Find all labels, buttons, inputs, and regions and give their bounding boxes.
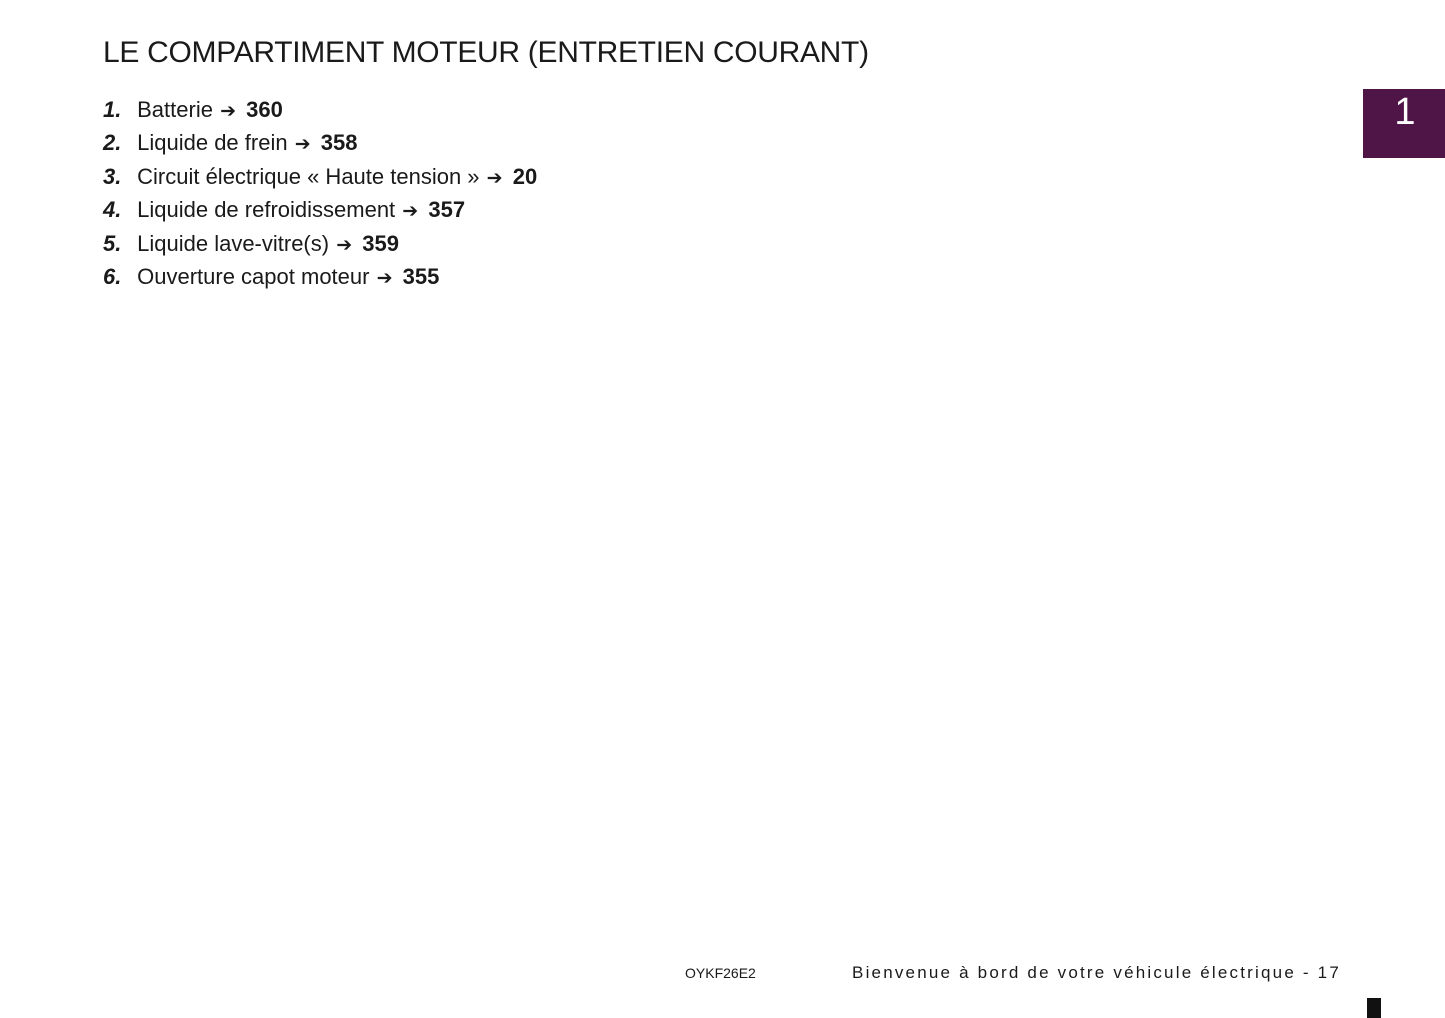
arrow-right-icon: ➔ [336, 233, 353, 256]
page-reference: 360 [246, 97, 283, 122]
arrow-right-icon: ➔ [376, 266, 393, 289]
page-reference: 357 [428, 197, 466, 223]
list-item [103, 126, 537, 159]
arrow-right-icon: ➔ [294, 133, 311, 156]
footer-page-label: Bienvenue à bord de votre véhicule électrique - 17 [852, 963, 1341, 982]
item-number: 2. [103, 130, 122, 156]
item-number: 5. [103, 230, 122, 256]
item-number: 4. [103, 197, 122, 223]
list-item [103, 227, 537, 260]
item-number: 6. [103, 263, 122, 289]
page-title: LE COMPARTIMENT MOTEUR (ENTRETIEN COURANT) [103, 36, 869, 69]
item-label: Batterie [137, 97, 213, 122]
arrow-right-icon: ➔ [402, 200, 419, 223]
item-number: 1. [103, 97, 122, 122]
item-label: Liquide de frein [137, 130, 288, 156]
arrow-right-icon: ➔ [220, 100, 236, 122]
list-item [103, 193, 537, 226]
item-label: Circuit électrique « Haute tension » [137, 163, 480, 189]
page-reference: 20 [512, 163, 538, 189]
page-reference: 355 [402, 263, 440, 289]
arrow-right-icon: ➔ [486, 166, 503, 189]
list-item [103, 160, 537, 193]
item-label: Liquide de refroidissement [137, 197, 396, 223]
list-item [103, 93, 537, 126]
chapter-tab: 1 [1363, 89, 1445, 158]
page-edge-marker [1367, 998, 1381, 1018]
reference-list [103, 93, 537, 293]
item-number: 3. [103, 163, 122, 189]
list-item [103, 260, 537, 293]
item-label: Ouverture capot moteur [137, 263, 370, 289]
item-label: Liquide lave-vitre(s) [137, 230, 330, 256]
page-reference: 358 [320, 130, 358, 156]
page-reference: 359 [362, 230, 399, 256]
document-code: OYKF26E2 [685, 965, 756, 981]
